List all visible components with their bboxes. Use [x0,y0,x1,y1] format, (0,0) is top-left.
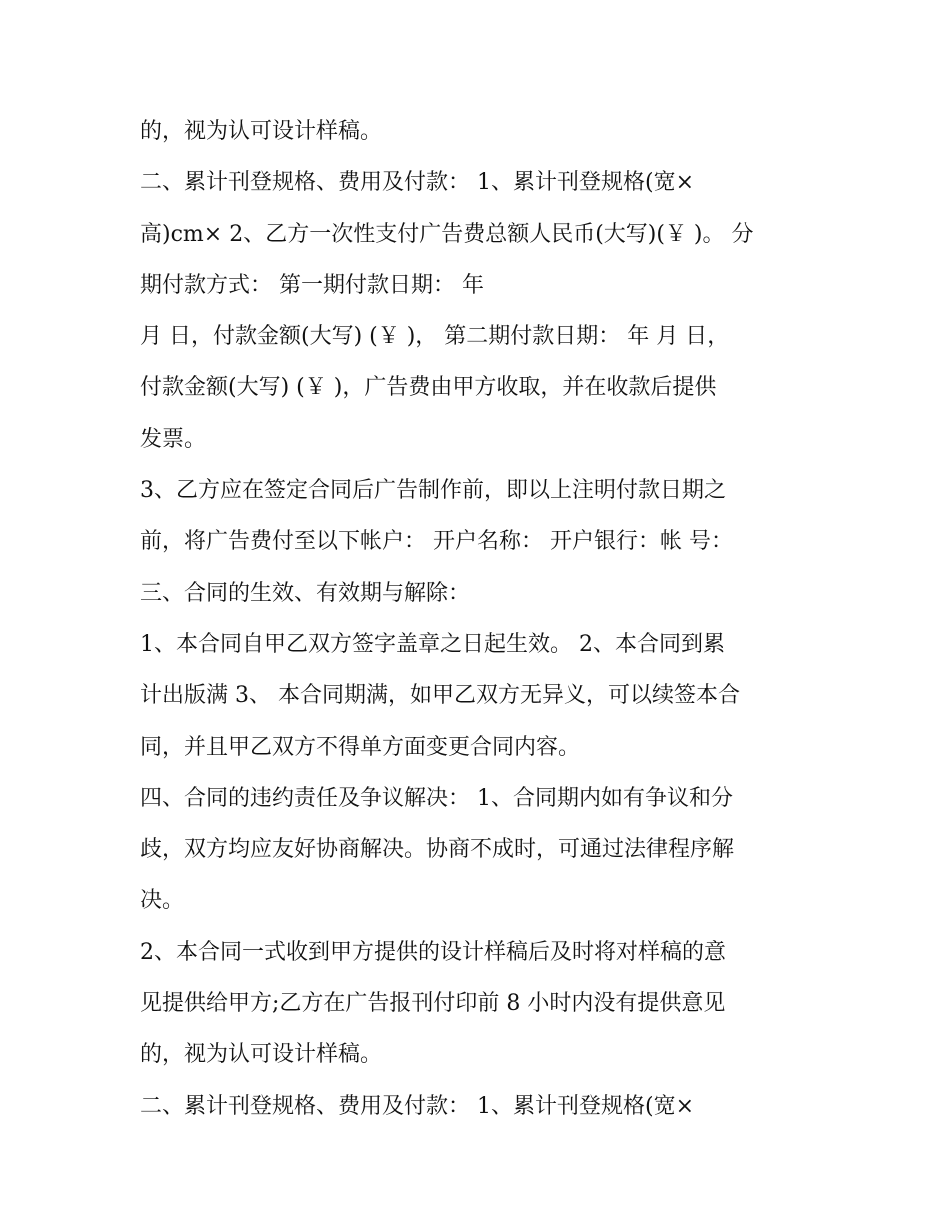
text-line: 高)cm× 2、乙方一次性支付广告费总额人民币(大写)(￥ )。 分 [140,221,754,247]
text-line: 同，并且甲乙双方不得单方面变更合同内容。 [140,734,581,760]
text-line: 计出版满 3、 本合同期满，如甲乙双方无异义，可以续签本合 [140,683,740,709]
text-line: 发票。 [140,426,207,452]
text-line: 前，将广告费付至以下帐户： 开户名称： 开户银行：帐 号： [140,529,733,555]
text-line: 决。 [140,888,185,914]
text-line: 3、乙方应在签定合同后广告制作前，即以上注明付款日期之 [140,478,726,504]
text-line: 歧，双方均应友好协商解决。协商不成时，可通过法律程序解 [140,837,735,863]
text-line: 见提供给甲方;乙方在广告报刊付印前 8 小时内没有提供意见 [140,991,726,1017]
text-line: 月 日，付款金额(大写) (￥ )， 第二期付款日期： 年 月 日， [140,324,730,350]
text-line: 二、累计刊登规格、费用及付款： 1、累计刊登规格(宽× [140,170,695,196]
text-line: 期付款方式： 第一期付款日期： 年 [140,272,484,298]
text-line: 二、累计刊登规格、费用及付款： 1、累计刊登规格(宽× [140,1093,695,1119]
text-line: 三、合同的生效、有效期与解除： [140,580,471,606]
text-line: 四、合同的违约责任及争议解决： 1、合同期内如有争议和分 [140,785,733,811]
text-line: 付款金额(大写) (￥ )，广告费由甲方收取，并在收款后提供 [140,375,717,401]
document-body [140,106,840,1132]
text-line: 的，视为认可设计样稿。 [140,119,383,144]
text-line: 2、本合同一式收到甲方提供的设计样稿后及时将对样稿的意 [140,939,726,965]
text-line: 的，视为认可设计样稿。 [140,1042,383,1068]
text-line: 1、本合同自甲乙双方签字盖章之日起生效。 2、本合同到累 [140,631,725,657]
